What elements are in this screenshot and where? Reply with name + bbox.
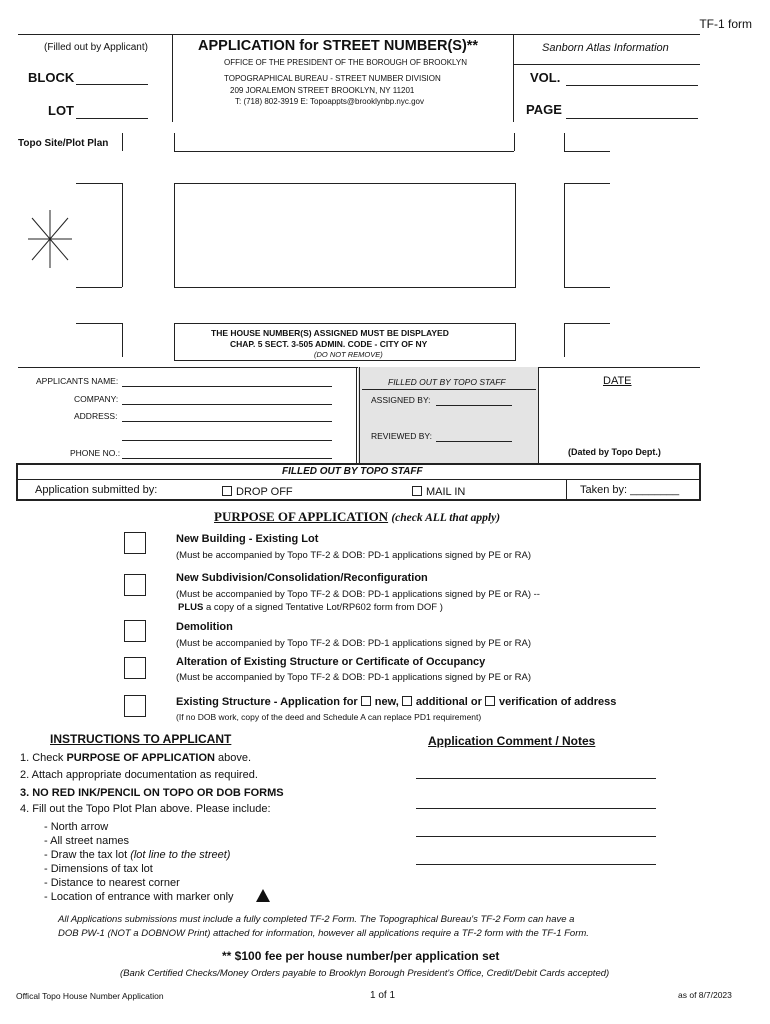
- entrance-marker-icon: [256, 889, 270, 902]
- assigned-by-label: ASSIGNED BY:: [371, 395, 431, 405]
- office-name: OFFICE OF THE PRESIDENT OF THE BOROUGH OF BROOKLYN: [224, 58, 467, 67]
- topo-staff-label: FILLED OUT BY TOPO STAFF: [388, 377, 506, 387]
- vol-field[interactable]: [566, 85, 698, 86]
- applicant-name-label: APPLICANTS NAME:: [36, 376, 119, 386]
- comments-title: Application Comment / Notes: [428, 734, 596, 748]
- submitted-by-label: Application submitted by:: [35, 484, 158, 496]
- plot-drawing-area[interactable]: [174, 183, 516, 288]
- instruction-sub-1: - North arrow: [44, 821, 109, 833]
- drop-off-label: DROP OFF: [236, 486, 293, 498]
- lot-label: LOT: [48, 103, 74, 118]
- taken-by-label: Taken by: ________: [580, 484, 680, 496]
- form-title: APPLICATION for STREET NUMBER(S)**: [198, 38, 479, 54]
- existing-verification-label: verification of address: [498, 696, 617, 708]
- mail-in-label: MAIL IN: [426, 486, 466, 498]
- sub3-text: - Draw the tax lot: [44, 849, 131, 861]
- instruction-step-3: 3. NO RED INK/PENCIL ON TOPO OR DOB FORMS: [20, 787, 284, 799]
- existing-prefix: Existing Structure - Application for: [176, 696, 358, 708]
- fee-note: ** $100 fee per house number/per application set: [222, 949, 500, 963]
- purpose-subtitle: (check ALL that apply): [391, 512, 501, 524]
- checkbox-verification-address[interactable]: [485, 696, 495, 706]
- drop-off-checkbox[interactable]: [222, 486, 232, 496]
- footer-left: Offical Topo House Number Application: [16, 991, 164, 1001]
- instruction-sub-5: - Distance to nearest corner: [44, 877, 180, 889]
- plus-text: PLUS: [178, 602, 204, 613]
- purpose-new-subdivision-note: (Must be accompanied by Topo TF-2 & DOB: PD-1 applications signed by PE or RA) --: [176, 589, 540, 600]
- company-label: COMPANY:: [74, 394, 119, 404]
- sanborn-label: Sanborn Atlas Information: [542, 42, 669, 54]
- payment-note: (Bank Certified Checks/Money Orders payable to Brooklyn Borough President's Office, Credit/Debit Cards accepted): [120, 968, 610, 979]
- company-field[interactable]: [122, 404, 332, 405]
- comment-line-3[interactable]: [416, 836, 656, 837]
- purpose-demolition: Demolition: [176, 621, 233, 633]
- mail-in-option[interactable]: [412, 486, 465, 498]
- step1-pre: 1. Check: [20, 752, 67, 764]
- footer-date: as of 8/7/2023: [678, 990, 732, 1000]
- plot-plan-label: Topo Site/Plot Plan: [18, 138, 109, 149]
- existing-new-label: new,: [374, 696, 399, 708]
- purpose-existing-note: (If no DOB work, copy of the deed and Schedule A can replace PD1 requirement): [176, 712, 482, 722]
- instruction-step-1: [20, 752, 251, 764]
- comment-line-1[interactable]: [416, 778, 656, 779]
- north-arrow-icon: [26, 208, 74, 270]
- purpose-new-building-note: (Must be accompanied by Topo TF-2 & DOB: PD-1 applications signed by PE or RA): [176, 550, 532, 561]
- instruction-sub-2: - All street names: [44, 835, 129, 847]
- applicant-name-field[interactable]: [122, 386, 332, 387]
- checkbox-additional-address[interactable]: [402, 696, 412, 706]
- instruction-sub-4: - Dimensions of tax lot: [44, 863, 153, 875]
- comment-line-4[interactable]: [416, 864, 656, 865]
- lot-field[interactable]: [76, 118, 148, 119]
- page-number: 1 of 1: [370, 990, 396, 1001]
- drop-off-option[interactable]: [222, 486, 293, 498]
- filled-out-by-applicant: (Filled out by Applicant): [44, 42, 148, 53]
- reviewed-by-field[interactable]: [436, 441, 512, 442]
- office-address: 209 JORALEMON STREET BROOKLYN, NY 11201: [230, 86, 415, 95]
- bureau-name: TOPOGRAPHICAL BUREAU - STREET NUMBER DIVISION: [224, 74, 441, 83]
- instruction-step-4: 4. Fill out the Topo Plot Plan above. Please include:: [20, 803, 271, 815]
- footer-note-2: DOB PW-1 (NOT a DOBNOW Print) attached for information, however all applications require a TF-2 form with the TF-1 Form.: [58, 928, 589, 939]
- checkbox-new-subdivision[interactable]: [124, 574, 146, 596]
- reviewed-by-label: REVIEWED BY:: [371, 431, 432, 441]
- page-field[interactable]: [566, 118, 698, 119]
- notice-line-3: (DO NOT REMOVE): [314, 350, 383, 359]
- purpose-alteration-note: (Must be accompanied by Topo TF-2 & DOB: PD-1 applications signed by PE or RA): [176, 672, 532, 683]
- purpose-existing-structure: [176, 696, 616, 708]
- step1-bold: PURPOSE OF APPLICATION: [66, 752, 215, 764]
- page-label: PAGE: [526, 102, 562, 117]
- purpose-new-building: New Building - Existing Lot: [176, 533, 319, 545]
- existing-additional-label: additional or: [415, 696, 482, 708]
- phone-field[interactable]: [122, 458, 332, 459]
- step1-post: above.: [214, 752, 252, 764]
- checkbox-new-building[interactable]: [124, 532, 146, 554]
- purpose-demolition-note: (Must be accompanied by Topo TF-2 & DOB: PD-1 applications signed by PE or RA): [176, 638, 532, 649]
- instruction-sub-3: [44, 849, 230, 861]
- vol-label: VOL.: [530, 70, 561, 85]
- instructions-title: INSTRUCTIONS TO APPLICANT: [50, 732, 232, 746]
- footer-note-1: All Applications submissions must include a fully completed TF-2 Form. The Topographical Bureau's TF-2 Form can have a: [58, 914, 575, 925]
- purpose-new-subdivision: New Subdivision/Consolidation/Reconfiguration: [176, 572, 428, 584]
- address-field-1[interactable]: [122, 421, 332, 422]
- submission-header: FILLED OUT BY TOPO STAFF: [282, 466, 423, 477]
- checkbox-alteration[interactable]: [124, 657, 146, 679]
- checkbox-demolition[interactable]: [124, 620, 146, 642]
- dated-by-label: (Dated by Topo Dept.): [568, 447, 661, 457]
- block-label: BLOCK: [28, 70, 75, 85]
- comment-line-2[interactable]: [416, 808, 656, 809]
- form-id: TF-1 form: [699, 17, 752, 31]
- purpose-alteration: Alteration of Existing Structure or Certificate of Occupancy: [176, 656, 486, 668]
- notice-line-2: CHAP. 5 SECT. 3-505 ADMIN. CODE - CITY OF NY: [230, 339, 428, 349]
- phone-label: PHONE NO.:: [70, 448, 121, 458]
- assigned-by-field[interactable]: [436, 405, 512, 406]
- checkbox-new-address[interactable]: [361, 696, 371, 706]
- address-label: ADDRESS:: [74, 411, 118, 421]
- mail-in-checkbox[interactable]: [412, 486, 422, 496]
- date-label: DATE: [603, 375, 632, 387]
- purpose-new-subdivision-note-2: [178, 602, 443, 613]
- purpose-title: [214, 509, 500, 525]
- address-field-2[interactable]: [122, 440, 332, 441]
- instruction-step-2: 2. Attach appropriate documentation as required.: [20, 769, 258, 781]
- purpose-title-text: PURPOSE OF APPLICATION: [214, 509, 389, 524]
- checkbox-existing-structure[interactable]: [124, 695, 146, 717]
- block-field[interactable]: [76, 84, 148, 85]
- plus-note: a copy of a signed Tentative Lot/RP602 form from DOF ): [203, 602, 443, 613]
- lot-line-note: (lot line to the street): [130, 849, 231, 861]
- notice-line-1: THE HOUSE NUMBER(S) ASSIGNED MUST BE DISPLAYED: [211, 328, 449, 338]
- office-contact: T: (718) 802-3919 E: Topoappts@brooklynbp.nyc.gov: [235, 97, 424, 106]
- instruction-sub-6: - Location of entrance with marker only: [44, 891, 234, 903]
